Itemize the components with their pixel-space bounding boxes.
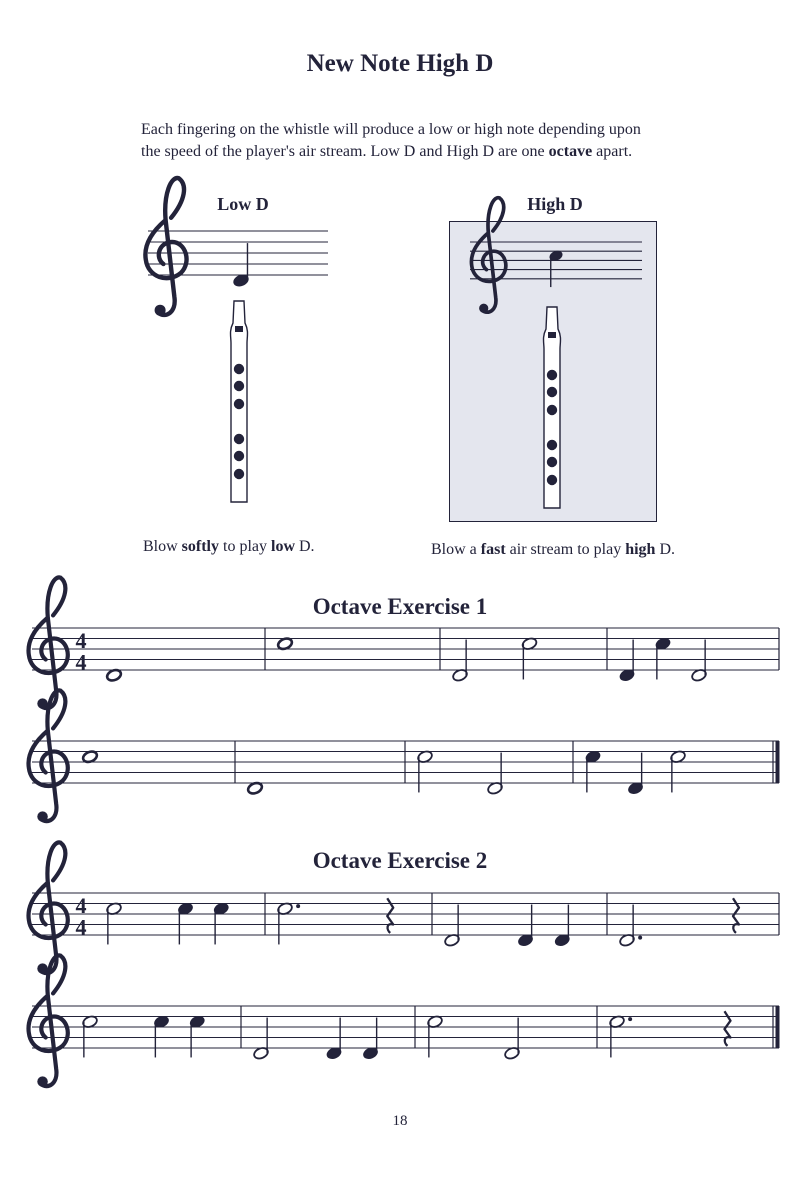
low-d-caption-run: softly bbox=[181, 538, 219, 555]
ex1-line2-treble-clef-tail-dot bbox=[37, 811, 48, 822]
high-d-whistle-hole-6 bbox=[547, 475, 556, 484]
low-d-whistle-hole-4 bbox=[234, 434, 243, 443]
low-d-whistle-hole-2 bbox=[234, 381, 243, 390]
high-d-whistle-window bbox=[548, 332, 556, 338]
low-d-whistle-hole-3 bbox=[234, 399, 243, 408]
low-d-whistle-window bbox=[235, 326, 243, 332]
high-d-treble-clef bbox=[471, 198, 505, 313]
low-d-whistle-hole-1 bbox=[234, 364, 243, 373]
low-d-treble-clef-tail-dot bbox=[155, 305, 166, 316]
ex2-line2-treble-clef-stroke bbox=[29, 955, 68, 1086]
high-d-treble-clef-stroke bbox=[471, 198, 505, 313]
high-d-caption-run: high bbox=[625, 541, 656, 558]
ex2-line1-treble-clef-stroke bbox=[29, 842, 68, 973]
ex2-line1-time-signature-denominator: 4 bbox=[75, 914, 87, 940]
ex2-line1-m4-dot bbox=[638, 936, 642, 940]
intro-line-2-end: apart. bbox=[592, 143, 633, 160]
ex2-line2-treble-clef bbox=[29, 955, 68, 1086]
high-d-caption-run: air stream to play bbox=[505, 541, 626, 558]
low-d-caption-run: Blow bbox=[143, 538, 182, 555]
high-d-whistle-hole-4 bbox=[547, 440, 556, 449]
low-d-title: Low D bbox=[217, 194, 269, 214]
ex2-line1-time-signature-numerator: 4 bbox=[75, 892, 87, 918]
ex1-line1-time-signature-numerator: 4 bbox=[75, 627, 87, 653]
high-d-whistle-hole-1 bbox=[547, 370, 556, 379]
low-d-whistle-hole-6 bbox=[234, 469, 243, 478]
low-d-caption-run: low bbox=[271, 538, 295, 555]
high-d-caption-run: D. bbox=[655, 541, 675, 558]
high-d-treble-clef-tail-dot bbox=[479, 304, 488, 313]
high-d-whistle-hole-2 bbox=[547, 387, 556, 396]
intro-line-2-text: the speed of the player's air stream. Low D and High D are one bbox=[141, 143, 549, 160]
intro-octave-term: octave bbox=[548, 143, 593, 160]
ex2-line1-m2-dot bbox=[296, 904, 300, 908]
low-d-treble-clef bbox=[145, 178, 186, 316]
low-d-whistle bbox=[231, 301, 248, 502]
ex2-line2-treble-clef-tail-dot bbox=[37, 1076, 48, 1087]
ex2-line1-treble-clef-tail-dot bbox=[37, 963, 48, 974]
intro-line-1: Each fingering on the whistle will produce a low or high note depending upon bbox=[141, 121, 641, 138]
page-number: 18 bbox=[392, 1113, 408, 1129]
low-d-whistle-hole-5 bbox=[234, 451, 243, 460]
ex1-line2-treble-clef-stroke bbox=[29, 690, 68, 821]
low-d-caption-run: to play bbox=[219, 538, 271, 555]
high-d-caption-run: Blow a bbox=[431, 541, 481, 558]
high-d-title: High D bbox=[527, 194, 583, 214]
high-d-whistle bbox=[544, 307, 561, 508]
ex1-line1-treble-clef-stroke bbox=[29, 577, 68, 708]
low-d-caption-run: D. bbox=[295, 538, 315, 555]
exercise-1-title: Octave Exercise 1 bbox=[312, 594, 488, 619]
low-d-treble-clef-stroke bbox=[145, 178, 186, 315]
ex1-line1-treble-clef-tail-dot bbox=[37, 698, 48, 709]
high-d-whistle-hole-3 bbox=[547, 405, 556, 414]
high-d-whistle-hole-5 bbox=[547, 457, 556, 466]
ex2-line2-m4-dot bbox=[628, 1017, 632, 1021]
exercise-2-title: Octave Exercise 2 bbox=[312, 848, 488, 873]
ex1-line1-time-signature-denominator: 4 bbox=[75, 649, 87, 675]
page-title: New Note High D bbox=[306, 50, 494, 77]
ex1-line2-treble-clef bbox=[29, 690, 68, 821]
high-d-caption-run: fast bbox=[480, 541, 506, 558]
